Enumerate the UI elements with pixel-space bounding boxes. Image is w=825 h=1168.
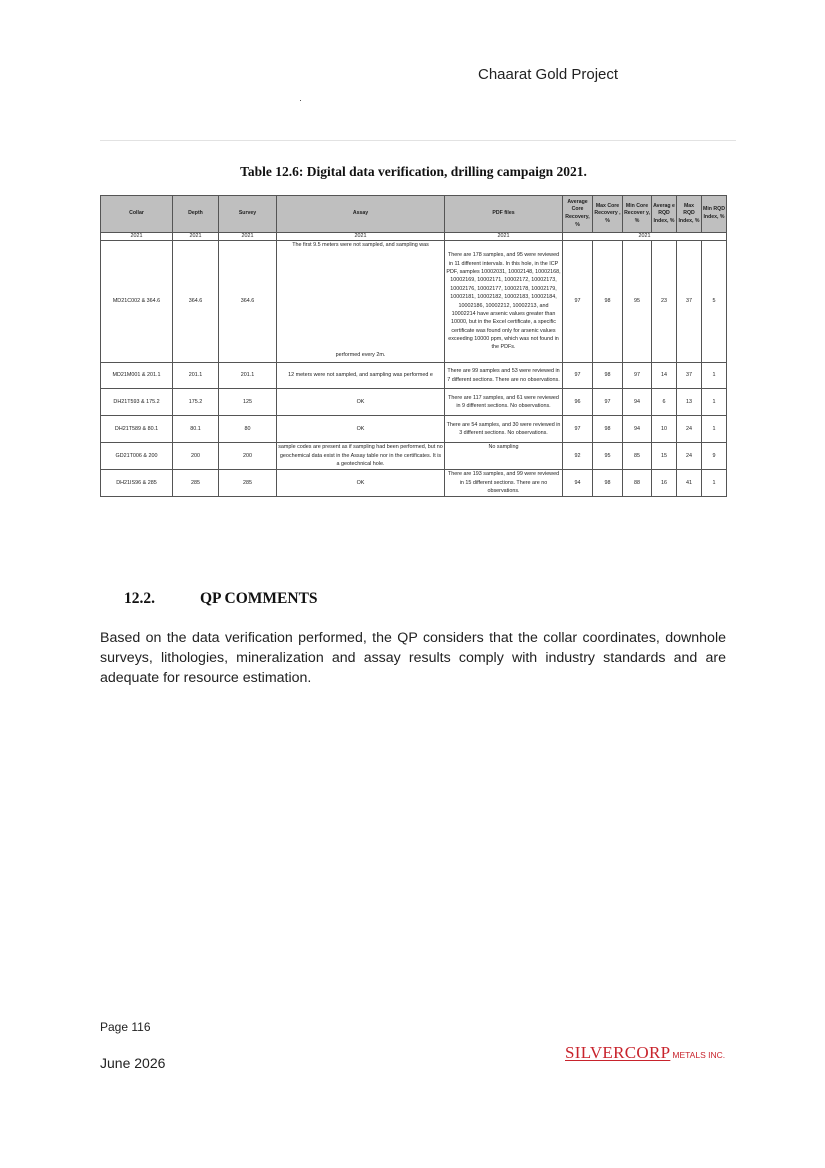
year-collar: 2021 xyxy=(101,233,173,241)
cell-depth: 80.1 xyxy=(173,416,219,443)
cell-collar: MD21M001 & 201.1 xyxy=(101,363,173,389)
cell-avg-rqd: 10 xyxy=(652,416,677,443)
cell-max-core: 95 xyxy=(593,443,623,470)
year-metrics: 2021 xyxy=(563,233,727,241)
cell-max-rqd: 41 xyxy=(677,470,702,497)
table-header-row xyxy=(101,196,727,233)
cell-max-rqd: 24 xyxy=(677,416,702,443)
cell-avg-core: 97 xyxy=(563,416,593,443)
cell-depth: 175.2 xyxy=(173,389,219,416)
cell-assay: OK xyxy=(277,389,445,416)
table-row xyxy=(101,363,727,389)
cell-min-core: 94 xyxy=(623,416,652,443)
cell-min-core: 97 xyxy=(623,363,652,389)
table-row xyxy=(101,389,727,416)
col-header-min-core-recovery: Min Core Recover y, % xyxy=(623,196,652,233)
cell-pdf: There are 178 samples, and 95 were reviewed in 11 different intervals. In this hole, in the ICP PDF, samples 10002031, 10002148, 10002168, 10002169, 10002171, 10002172, 10002173, 10002176, 10002177, 10002178, 10002179, 10002181, 10002182, 10002183, 10002184, 10002186, 10002212, 10002213, and 10002214 have arsenic values greater than 10000, but in the Excel certificate, a specific certificate was found only for arsenic values exceeding 10000 ppm, which was not found in the PDFs. xyxy=(445,241,563,363)
cell-min-core: 94 xyxy=(623,389,652,416)
cell-pdf: No sampling xyxy=(445,443,563,470)
year-survey: 2021 xyxy=(219,233,277,241)
cell-min-rqd: 1 xyxy=(702,470,727,497)
table-year-row xyxy=(101,233,727,241)
cell-min-rqd: 9 xyxy=(702,443,727,470)
cell-collar: GD21T006 & 200 xyxy=(101,443,173,470)
col-header-avg-core-recovery: Average Core Recovery, % xyxy=(563,196,593,233)
col-header-max-rqd: Max RQD Index, % xyxy=(677,196,702,233)
cell-max-core: 98 xyxy=(593,363,623,389)
cell-collar: DH21IS96 & 285 xyxy=(101,470,173,497)
section-heading xyxy=(124,590,318,608)
col-header-survey: Survey xyxy=(219,196,277,233)
cell-avg-rqd: 16 xyxy=(652,470,677,497)
cell-pdf: There are 99 samples and 53 were reviewed in 7 different sections. There are no observations. xyxy=(445,363,563,389)
cell-survey: 200 xyxy=(219,443,277,470)
cell-avg-core: 92 xyxy=(563,443,593,470)
cell-survey: 125 xyxy=(219,389,277,416)
logo-subtitle: METALS INC. xyxy=(672,1050,726,1060)
section-title: QP COMMENTS xyxy=(200,590,318,607)
cell-survey: 285 xyxy=(219,470,277,497)
col-header-avg-rqd: Averag e RQD Index, % xyxy=(652,196,677,233)
cell-pdf: There are 193 samples, and 99 were reviewed in 15 different sections. There are no observations. xyxy=(445,470,563,497)
data-verification-table xyxy=(100,195,727,497)
header-mark xyxy=(300,100,301,101)
footer-page-number: Page 116 xyxy=(100,1020,151,1034)
year-depth: 2021 xyxy=(173,233,219,241)
cell-avg-rqd: 14 xyxy=(652,363,677,389)
logo-wordmark: SILVERCORP xyxy=(565,1043,671,1062)
table-row xyxy=(101,443,727,470)
cell-assay-bottom: performed every 2m. xyxy=(335,351,386,358)
cell-max-core: 98 xyxy=(593,241,623,363)
col-header-min-rqd: Min RQD Index, % xyxy=(702,196,727,233)
cell-max-rqd: 37 xyxy=(677,241,702,363)
col-header-collar: Collar xyxy=(101,196,173,233)
cell-assay: OK xyxy=(277,470,445,497)
cell-assay-top: The first 9.5 meters were not sampled, and sampling was xyxy=(292,242,429,248)
header-divider xyxy=(100,140,736,141)
cell-min-rqd: 1 xyxy=(702,363,727,389)
silvercorp-logo xyxy=(565,1043,725,1063)
cell-pdf: There are 117 samples, and 61 were reviewed in 9 different sections. No observations. xyxy=(445,389,563,416)
cell-avg-core: 97 xyxy=(563,363,593,389)
col-header-max-core-recovery: Max Core Recovery , % xyxy=(593,196,623,233)
cell-max-core: 98 xyxy=(593,470,623,497)
cell-max-rqd: 13 xyxy=(677,389,702,416)
col-header-pdf-files: PDF files xyxy=(445,196,563,233)
cell-depth: 200 xyxy=(173,443,219,470)
table-row xyxy=(101,241,727,363)
cell-max-rqd: 37 xyxy=(677,363,702,389)
section-number: 12.2. xyxy=(124,590,155,607)
cell-assay xyxy=(277,241,445,363)
cell-max-core: 98 xyxy=(593,416,623,443)
year-pdf: 2021 xyxy=(445,233,563,241)
cell-avg-core: 96 xyxy=(563,389,593,416)
col-header-depth: Depth xyxy=(173,196,219,233)
cell-survey: 201.1 xyxy=(219,363,277,389)
header-project-title: Chaarat Gold Project xyxy=(478,66,619,83)
section-body-paragraph: Based on the data verification performed, the QP considers that the collar coordinates, downhole surveys, lithologies, mineralization and assay results comply with industry standards and are adequate for resource estimation. xyxy=(100,630,726,686)
table-caption: Table 12.6: Digital data verification, drilling campaign 2021. xyxy=(240,164,587,179)
footer-date: June 2026 xyxy=(100,1055,166,1071)
cell-assay: OK xyxy=(277,416,445,443)
cell-avg-core: 97 xyxy=(563,241,593,363)
col-header-assay: Assay xyxy=(277,196,445,233)
cell-collar: DH21T593 & 175.2 xyxy=(101,389,173,416)
table-row xyxy=(101,416,727,443)
cell-avg-core: 94 xyxy=(563,470,593,497)
cell-min-core: 95 xyxy=(623,241,652,363)
cell-max-core: 97 xyxy=(593,389,623,416)
cell-depth: 364.6 xyxy=(173,241,219,363)
cell-max-rqd: 24 xyxy=(677,443,702,470)
cell-min-core: 85 xyxy=(623,443,652,470)
cell-avg-rqd: 15 xyxy=(652,443,677,470)
cell-assay: sample codes are present as if sampling had been performed, but no geochemical data exist in the Assay table nor in the certificates. It is a geotechnical hole. xyxy=(277,443,445,470)
cell-survey: 364.6 xyxy=(219,241,277,363)
cell-min-core: 88 xyxy=(623,470,652,497)
cell-survey: 80 xyxy=(219,416,277,443)
cell-collar: MD21C002 & 364.6 xyxy=(101,241,173,363)
cell-depth: 285 xyxy=(173,470,219,497)
cell-min-rqd: 1 xyxy=(702,389,727,416)
cell-assay: 12 meters were not sampled, and sampling was performed e xyxy=(277,363,445,389)
table-row xyxy=(101,470,727,497)
cell-min-rqd: 1 xyxy=(702,416,727,443)
cell-min-rqd: 5 xyxy=(702,241,727,363)
year-assay: 2021 xyxy=(277,233,445,241)
cell-collar: DH21T589 & 80.1 xyxy=(101,416,173,443)
cell-pdf: There are 54 samples, and 30 were reviewed in 3 different sections. No observations. xyxy=(445,416,563,443)
cell-avg-rqd: 6 xyxy=(652,389,677,416)
cell-avg-rqd: 23 xyxy=(652,241,677,363)
cell-depth: 201.1 xyxy=(173,363,219,389)
